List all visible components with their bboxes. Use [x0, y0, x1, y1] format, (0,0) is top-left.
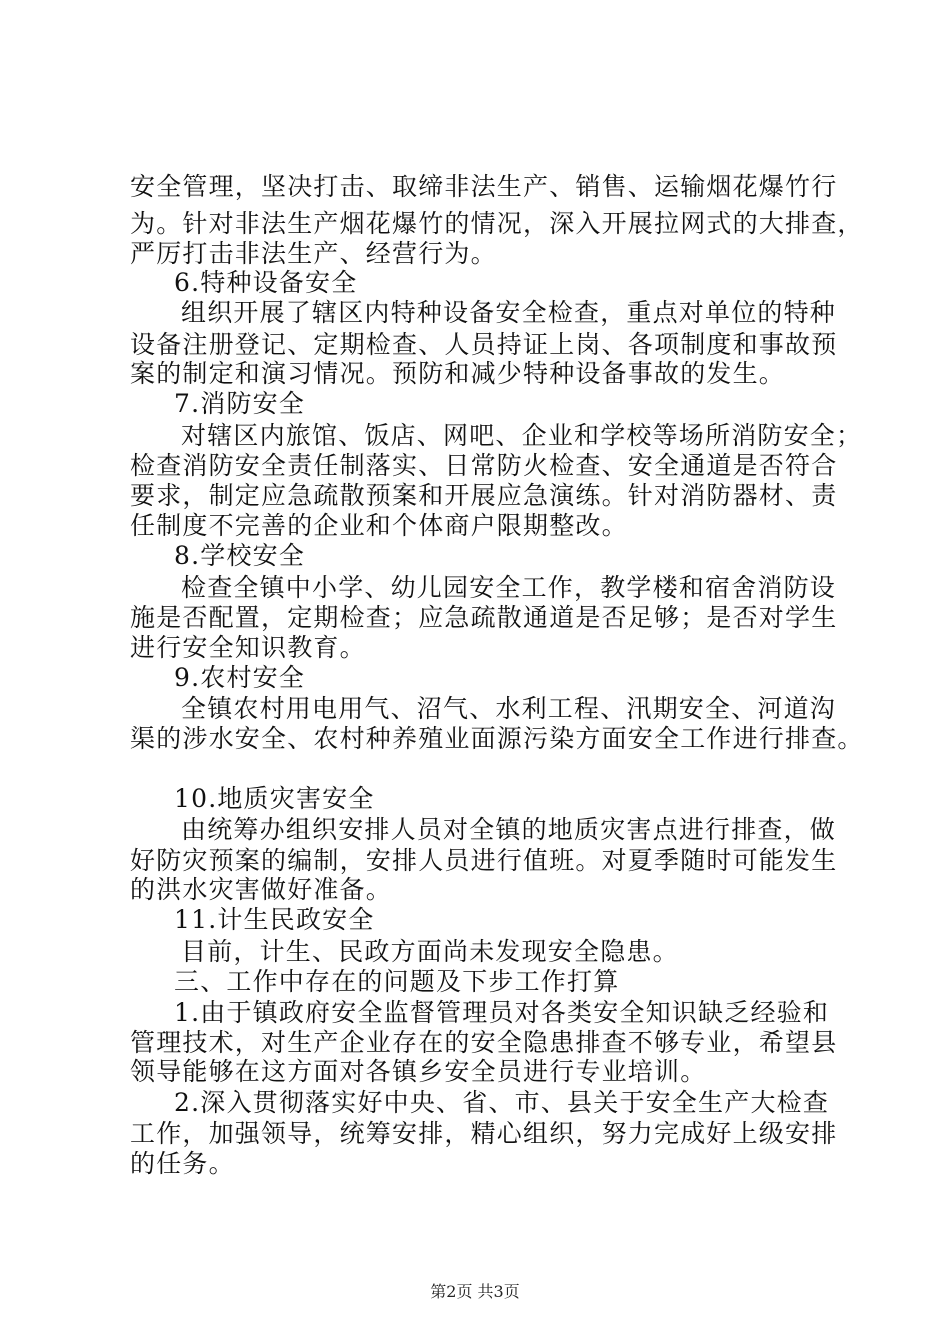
- body-text-line: 设备注册登记、定期检查、人员持证上岗、各项制度和事故预: [130, 330, 838, 359]
- body-text-line: 要求，制定应急疏散预案和开展应急演练。针对消防器材、责: [130, 481, 838, 510]
- body-text-line: 检查消防安全责任制落实、日常防火检查、安全通道是否符合: [130, 451, 838, 480]
- body-text-line: 进行安全知识教育。: [130, 633, 366, 662]
- section-heading: 三、工作中存在的问题及下步工作打算: [174, 967, 620, 996]
- body-text-line: 由统筹办组织安排人员对全镇的地质灾害点进行排查，做: [181, 815, 837, 844]
- body-text-line: 案的制定和演习情况。预防和减少特种设备事故的发生。: [130, 359, 786, 388]
- body-text-line: 的任务。: [130, 1149, 235, 1178]
- body-text-line: 工作，加强领导，统筹安排，精心组织，努力完成好上级安排: [130, 1119, 838, 1148]
- body-text-line: 严厉打击非法生产、经营行为。: [130, 239, 497, 268]
- section-heading: 9.农村安全: [174, 663, 306, 692]
- body-text-line: 领导能够在这方面对各镇乡安全员进行专业培训。: [130, 1057, 707, 1086]
- page-number-footer: 第2页 共3页: [430, 1282, 520, 1301]
- section-heading: 7.消防安全: [174, 389, 306, 418]
- body-text-line: 管理技术，对生产企业存在的安全隐患排查不够专业，希望县: [130, 1028, 838, 1057]
- body-text-line: 检查全镇中小学、幼儿园安全工作，教学楼和宿舍消防设: [181, 573, 837, 602]
- section-heading: 11.计生民政安全: [174, 905, 375, 934]
- section-heading: 8.学校安全: [174, 541, 306, 570]
- body-text-line: 目前，计生、民政方面尚未发现安全隐患。: [181, 937, 679, 966]
- body-text-line: 2.深入贯彻落实好中央、省、市、县关于安全生产大检查: [174, 1088, 830, 1117]
- section-heading: 6.特种设备安全: [174, 268, 358, 297]
- body-text-line: 任制度不完善的企业和个体商户限期整改。: [130, 511, 628, 540]
- body-text-line: 全镇农村用电用气、沼气、水利工程、汛期安全、河道沟: [181, 694, 837, 723]
- body-text-line: 好防灾预案的编制，安排人员进行值班。对夏季随时可能发生: [130, 846, 838, 875]
- body-text-line: 的洪水灾害做好准备。: [130, 875, 393, 904]
- body-text-line: 施是否配置，定期检查；应急疏散通道是否足够；是否对学生: [130, 603, 838, 632]
- body-text-line: 对辖区内旅馆、饭店、网吧、企业和学校等场所消防安全；: [181, 421, 863, 450]
- body-text-line: 为。针对非法生产烟花爆竹的情况，深入开展拉网式的大排查，: [130, 209, 864, 238]
- body-text-line: 组织开展了辖区内特种设备安全检查，重点对单位的特种: [181, 298, 837, 327]
- body-text-line: 渠的涉水安全、农村种养殖业面源污染方面安全工作进行排查。: [130, 724, 864, 753]
- body-text-line: 1.由于镇政府安全监督管理员对各类安全知识缺乏经验和: [174, 998, 830, 1027]
- body-text-line: 安全管理，坚决打击、取缔非法生产、销售、运输烟花爆竹行: [130, 172, 838, 201]
- section-heading: 10.地质灾害安全: [174, 784, 375, 813]
